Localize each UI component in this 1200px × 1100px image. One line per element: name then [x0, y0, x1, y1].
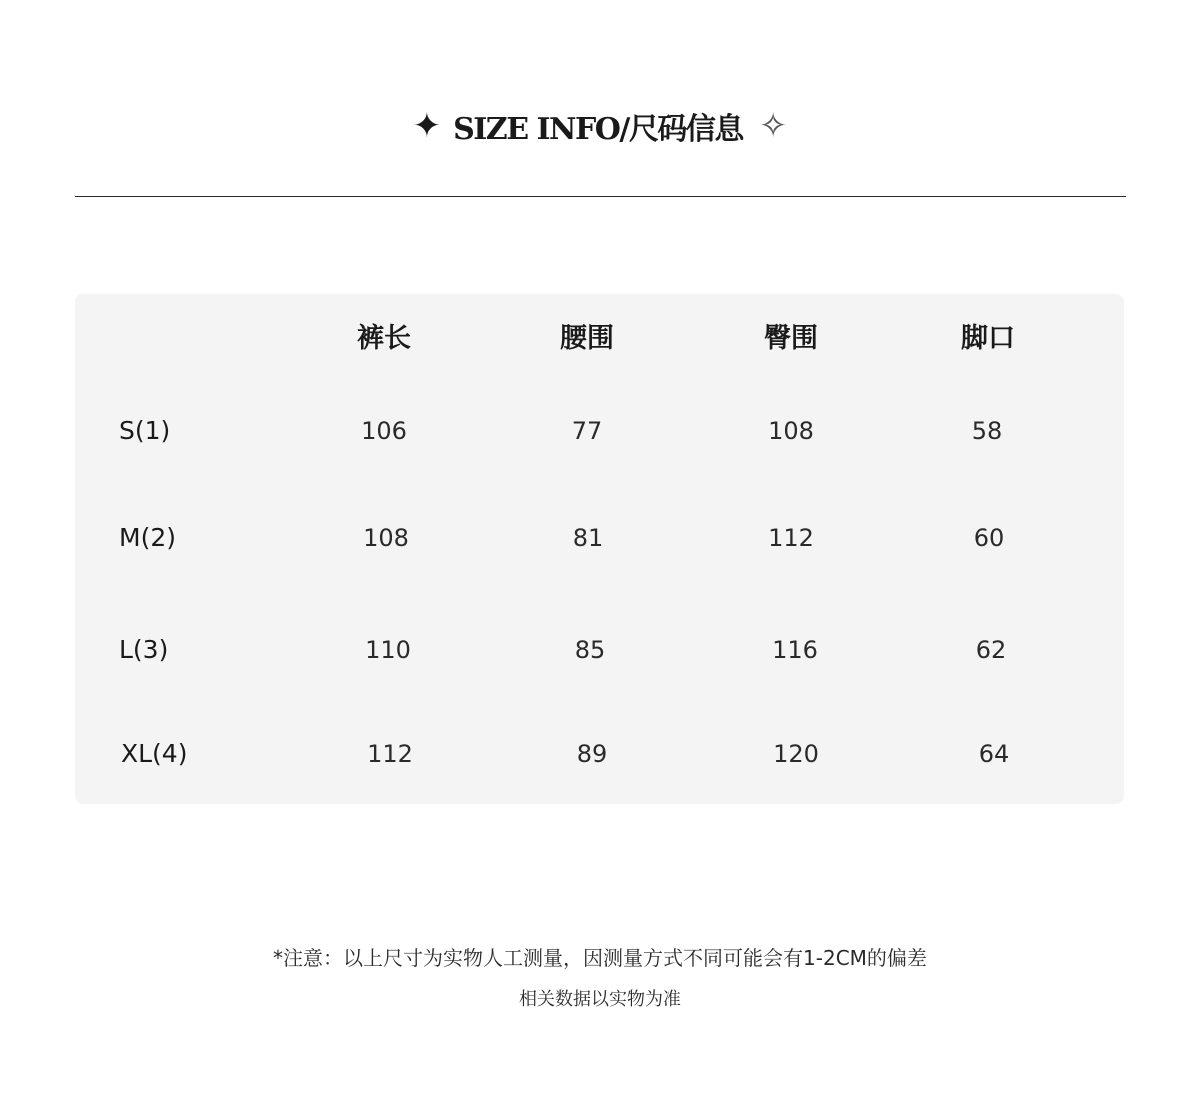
- table-cell: 108: [768, 417, 814, 445]
- table-cell: 77: [571, 417, 603, 445]
- table-cell: 120: [773, 740, 819, 768]
- page-title: SIZE INFO/尺码信息: [453, 112, 743, 147]
- table-cell: 89: [576, 740, 608, 768]
- table-cell: 64: [978, 740, 1010, 768]
- row-label-xl: XL(4): [121, 739, 188, 768]
- title-divider: [75, 196, 1126, 197]
- table-cell: 108: [363, 524, 409, 552]
- table-cell: 81: [572, 524, 604, 552]
- size-table: [75, 294, 1124, 804]
- column-header-hip: 臀围: [764, 323, 818, 354]
- table-cell: 112: [768, 524, 814, 552]
- table-cell: 60: [973, 524, 1005, 552]
- table-cell: 62: [975, 636, 1007, 664]
- table-cell: 85: [574, 636, 606, 664]
- row-label-l: L(3): [119, 635, 169, 664]
- table-cell: 110: [365, 636, 411, 664]
- row-label-s: S(1): [119, 416, 171, 445]
- table-cell: 112: [367, 740, 413, 768]
- size-info-heading: [0, 100, 1200, 152]
- table-cell: 58: [971, 417, 1003, 445]
- measurement-note: *注意：以上尺寸为实物人工测量，因测量方式不同可能会有1-2CM的偏差: [273, 946, 927, 970]
- sparkle-outline-icon: ✧: [758, 106, 788, 146]
- column-header-waist: 腰围: [560, 323, 614, 354]
- column-header-length: 裤长: [357, 323, 411, 354]
- column-header-hem: 脚口: [961, 323, 1015, 354]
- table-cell: 106: [361, 417, 407, 445]
- sparkle-solid-icon: ✦: [412, 106, 442, 146]
- measurement-note-secondary: 相关数据以实物为准: [519, 989, 681, 1010]
- table-cell: 116: [772, 636, 818, 664]
- row-label-m: M(2): [119, 523, 176, 552]
